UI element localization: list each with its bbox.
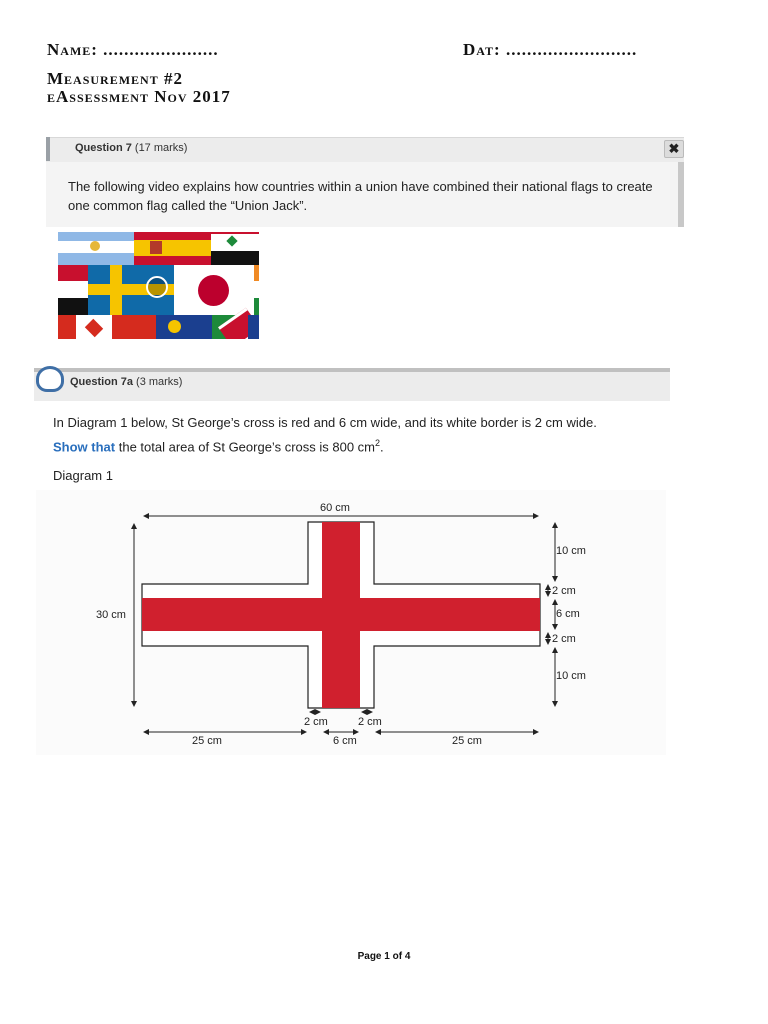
- sun-icon: [90, 241, 100, 251]
- header-corner-decoration: [46, 137, 50, 161]
- st-georges-cross-diagram: [36, 490, 666, 755]
- assessment-title: eAssessment Nov 2017: [47, 87, 231, 106]
- right-bottom-label: 10 cm: [556, 670, 586, 682]
- bottom-right-label: 25 cm: [452, 735, 482, 747]
- video-thumbnail[interactable]: [58, 232, 259, 339]
- bottom-mid-label: 6 cm: [333, 735, 357, 747]
- play-icon[interactable]: [146, 276, 168, 298]
- width-label: 60 cm: [320, 502, 350, 514]
- question-7a-title: [70, 376, 182, 388]
- right-border2-label: 2 cm: [552, 633, 576, 645]
- question-7a-marks: (3 marks): [136, 376, 183, 388]
- sun-icon: [168, 320, 181, 333]
- name-field-label: Name: ......................: [47, 40, 219, 59]
- show-that-emphasis: Show that: [53, 439, 116, 455]
- coat-of-arms-icon: [150, 241, 162, 254]
- scrollbar[interactable]: [678, 162, 684, 227]
- right-border1-label: 2 cm: [552, 585, 576, 597]
- superscript: 2: [375, 438, 381, 448]
- diagram-label: Diagram 1: [53, 468, 113, 483]
- right-top-label: 10 cm: [556, 545, 586, 557]
- bottom-left-label: 25 cm: [192, 735, 222, 747]
- unit-title: Measurement #2: [47, 69, 183, 88]
- date-field-label: Dat: .........................: [463, 40, 638, 59]
- page-number: Page 1 of 4: [357, 951, 411, 962]
- question-7a-label: Question 7a: [70, 376, 133, 388]
- question-7-title: [75, 142, 187, 154]
- question-7a-text-line-1: In Diagram 1 below, St George’s cross is red and 6 cm wide, and its white border is 2 cm wide.: [53, 415, 597, 430]
- question-7-label: Question 7: [75, 142, 132, 154]
- question-7a-period: .: [380, 439, 384, 455]
- red-cross-vertical: [322, 522, 360, 708]
- question-7-text: The following video explains how countries within a union have combined their national flags to create one common flag called the “Union Jack”.: [68, 179, 653, 213]
- question-icon: [36, 366, 64, 392]
- height-label: 30 cm: [96, 609, 126, 621]
- close-button[interactable]: ✖: [664, 140, 684, 158]
- question-7-marks: (17 marks): [134, 142, 188, 154]
- bottom-border-left-label: 2 cm: [304, 716, 328, 728]
- question-7a-text-line-2: the total area of St George’s cross is 800 cm: [115, 439, 375, 455]
- question-7a-text: [53, 413, 673, 457]
- bottom-border-right-label: 2 cm: [358, 716, 382, 728]
- right-mid-label: 6 cm: [556, 608, 580, 620]
